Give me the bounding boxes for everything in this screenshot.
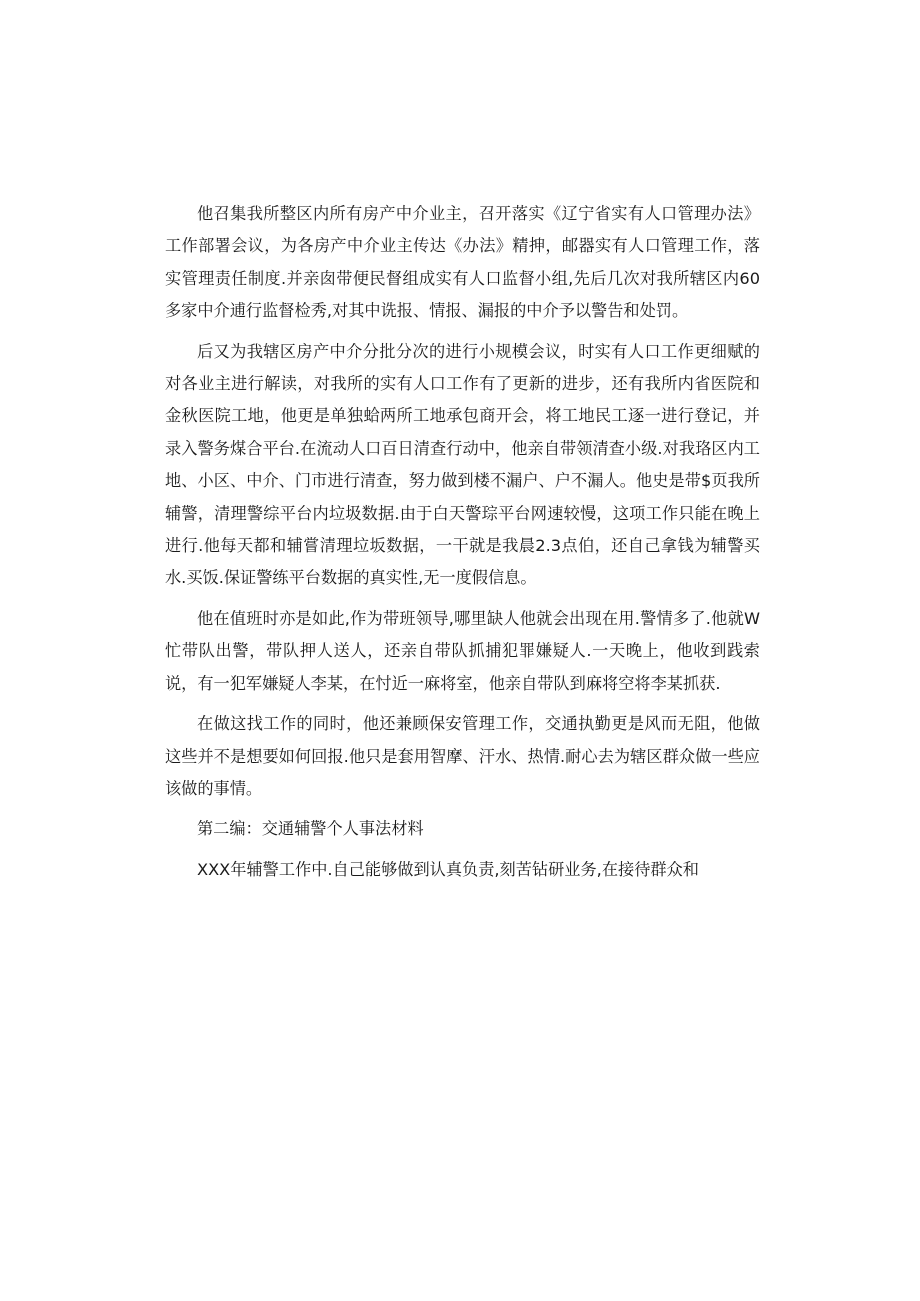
paragraph-1: 他召集我所整区内所有房产中介业主，召开落实《辽宁省实有人口管理办法》工作部署会议，为各房产中介业主传达《办法》精抻，邮器实有人口管理工作，落实管理责任制度.并亲囱带便民督组成实有人口监督小组,先后几次对我所辖区内60多家中介逋行监督检秀,对其中诜报、情报、漏报的中介予以警告和处罚。 [165, 204, 760, 321]
paragraph-3: 他在值班时亦是如此,作为带班领导,哪里缺人他就会出现在用.警情多了.他就W忙带队出警，带队押人送人，还亲自带队抓捕犯罪嫌疑人.一天晚上，他收到践索说，有一犯军嫌疑人李某，在忖近一麻将室，他亲自带队到麻将空将李某抓获. [165, 608, 760, 693]
document-body [165, 198, 760, 894]
section-heading: 第二编：交通辅警个人事法材料 [197, 819, 424, 839]
paragraph-2: 后又为我辖区房产中介分批分次的进行小规模会议，时实有人口工作更细赋的对各业主进行解读，对我所的实有人口工作有了更新的进步，还有我所内省医院和金秋医院工地，他更是单独蛤两所工地承包商开会，将工地民工逐一进行登记，并录入警务煤合平台.在流动人口百日清查行动中，他亲自带领清查小级.对我珞区内工地、小区、中介、门市进行清查，努力做到楼不漏户、户不漏人。他史是带$页我所辅警，清理警综平台内垃圾数据.由于白天警琮平台网速较慢，这项工作只能在晚上进行.他每天都和辅嘗清理垃坂数据，一干就是我晨2.3点伯，还自己拿钱为辅警买水.买饭.保证警练平台数据的真实性,无一度假信息。 [165, 341, 760, 588]
paragraph-5: XXX年辅警工作中.自己能够做到认真负责,刻苦钻研业务,在接待群众和 [197, 859, 699, 879]
paragraph-4: 在做这找工作的同时，他还兼顾保安管理工作，交通执勤更是风而无阻，他做这些并不是想要如何回报.他只是套用智摩、汗水、热情.耐心去为辖区群众做一些应该做的事情。 [165, 714, 760, 798]
